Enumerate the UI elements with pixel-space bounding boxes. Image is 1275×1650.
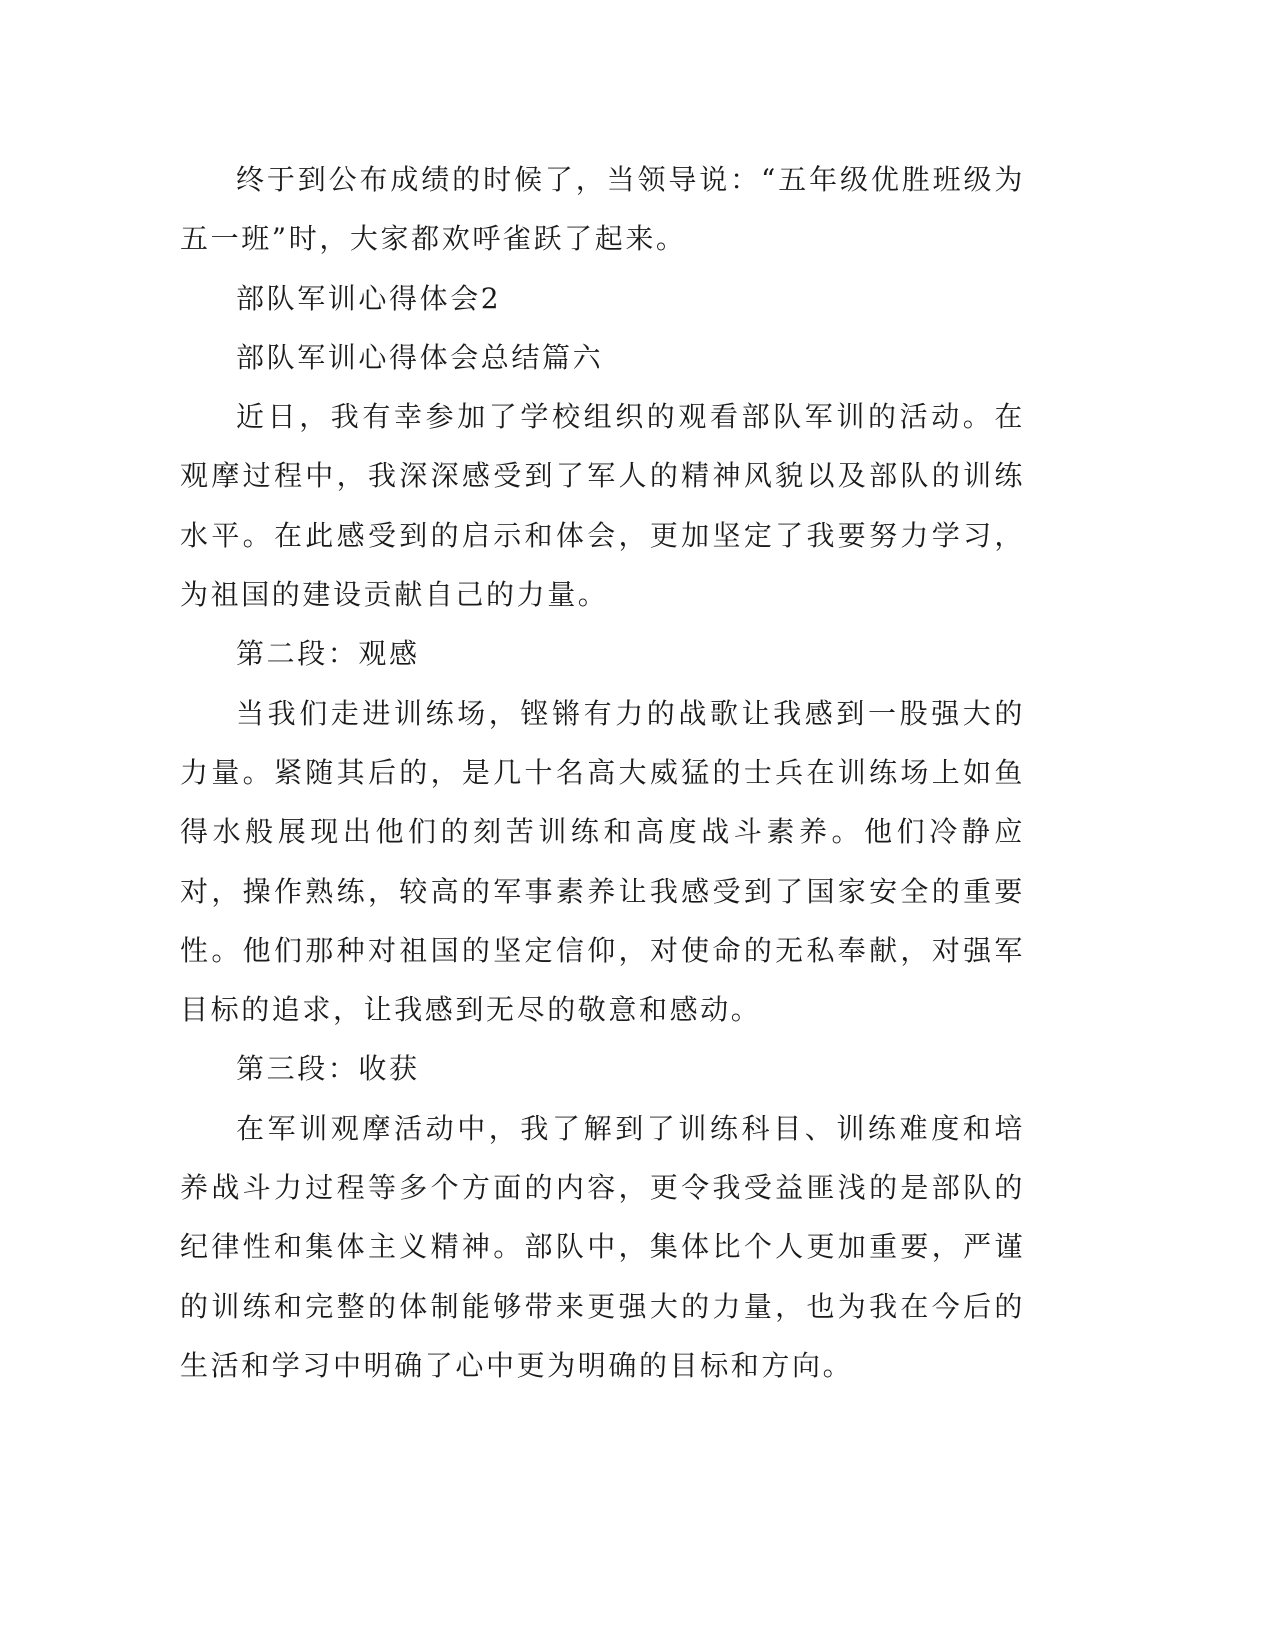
part-2-paragraph: 当我们走进训练场，铿锵有力的战歌让我感到一股强大的力量。紧随其后的，是几十名高大威猛的士兵在训练场上如鱼得水般展现出他们的刻苦训练和高度战斗素养。他们冷静应对，操作熟练，较高的军事素养让我感受到了国家安全的重要性。他们那种对祖国的坚定信仰，对使命的无私奉献，对强军目标的追求，让我感到无尽的敬意和感动。 bbox=[180, 696, 1025, 1027]
document-page bbox=[180, 150, 1025, 1550]
intro-paragraph: 近日，我有幸参加了学校组织的观看部队军训的活动。在观摩过程中，我深深感受到了军人的精神风貌以及部队的训练水平。在此感受到的启示和体会，更加坚定了我要努力学习，为祖国的建设贡献自己的力量。 bbox=[180, 400, 1025, 612]
section-title: 部队军训心得体会2 bbox=[236, 281, 502, 315]
section-subtitle: 部队军训心得体会总结篇六 bbox=[236, 340, 604, 374]
part-3-heading: 第三段：收获 bbox=[236, 1052, 420, 1086]
part-3-paragraph: 在军训观摩活动中，我了解到了训练科目、训练难度和培养战斗力过程等多个方面的内容，更令我受益匪浅的是部队的纪律性和集体主义精神。部队中，集体比个人更加重要，严谨的训练和完整的体制能够带来更强大的力量，也为我在今后的生活和学习中明确了心中更为明确的目标和方向。 bbox=[180, 1111, 1025, 1382]
closing-paragraph: 终于到公布成绩的时候了，当领导说：“五年级优胜班级为五一班”时，大家都欢呼雀跃了起来。 bbox=[180, 163, 1025, 256]
part-2-heading: 第二段：观感 bbox=[236, 637, 420, 671]
